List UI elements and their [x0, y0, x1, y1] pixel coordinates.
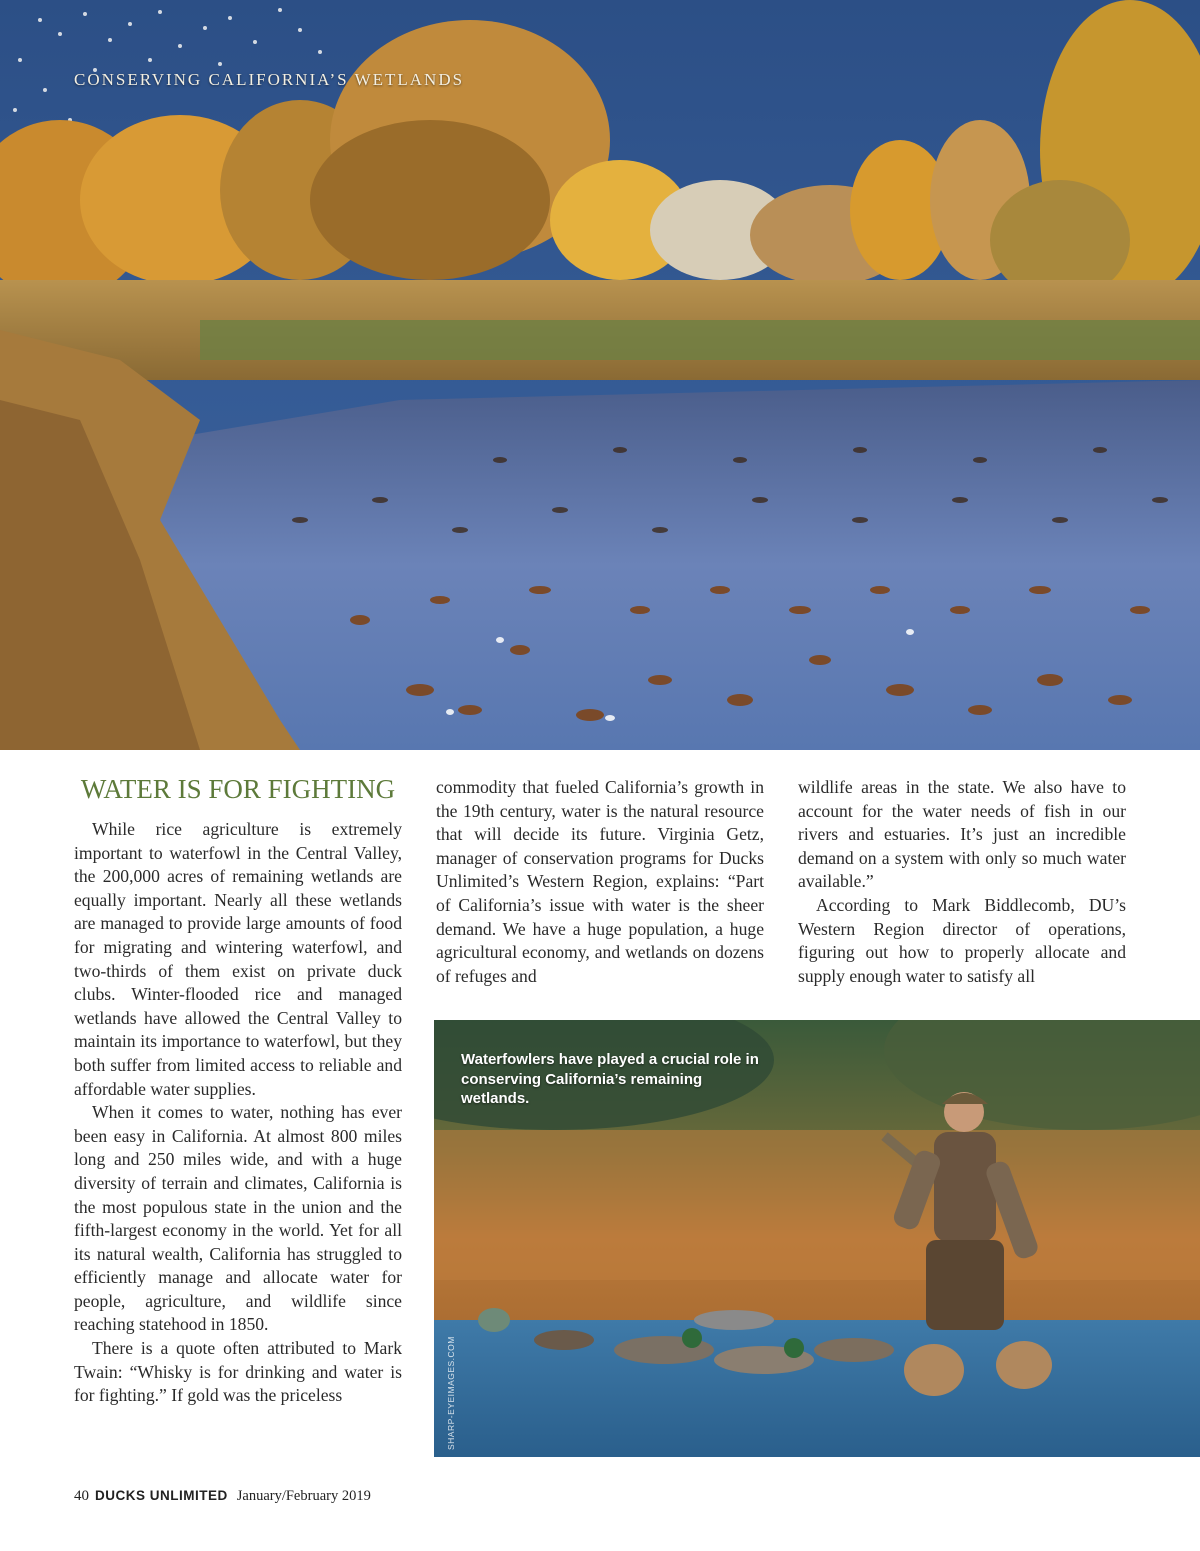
paragraph: According to Mark Biddlecomb, DU’s Western Region director of operations, figuring out how to properly allocate and supply enough water to satisfy all — [798, 894, 1126, 986]
paragraph: There is a quote often attributed to Mark Twain: “Whisky is for drinking and water is for fighting.” If gold was the priceless — [74, 1338, 402, 1406]
section-label: CONSERVING CALIFORNIA’S WETLANDS — [74, 70, 465, 89]
paragraph: While rice agriculture is extremely important to waterfowl in the Central Valley, the 200,000 acres of remaining wetlands are equally important. Nearly all these wetlands are managed to provide large amounts of food for migrating and wintering waterfowl, and two-thirds of them exist on private duck clubs. Winter-flooded rice and managed wetlands have allowed the Central Valley to maintain its importance to waterfowl, but they both suffer from limited access to reliable and affordable water supplies. — [74, 819, 402, 1099]
page-footer — [74, 1488, 371, 1505]
paragraph: wildlife areas in the state. We also have to account for the water needs of fish in our rivers and estuaries. It’s just an incredible demand on a system with only so much water available.” — [798, 777, 1126, 892]
hunter-photo — [434, 1020, 1200, 1457]
wetland-photo-illustration — [0, 0, 1200, 750]
page-number: 40 — [74, 1488, 89, 1504]
paragraph: commodity that fueled California’s growth in the 19th century, water is the natural resource that will decide its future. Virginia Getz, manager of conservation programs for Ducks Unlimited’s Western Region, explains: “Part of California’s issue with water is the sheer demand. We have a huge population, a huge agricultural economy, and wetlands on dozens of refuges and — [436, 777, 764, 986]
article-column-3 — [798, 776, 1126, 988]
photo-credit: SHARP-EYEIMAGES.COM — [446, 1336, 456, 1450]
article-column-2 — [436, 776, 764, 988]
photo-caption: Waterfowlers have played a crucial role in conserving California’s remaining wetlands. — [461, 1051, 759, 1107]
hero-photo — [0, 0, 1200, 750]
issue-date: January/February 2019 — [236, 1488, 371, 1504]
magazine-name: DUCKS UNLIMITED — [95, 1488, 228, 1503]
article-column-1 — [74, 772, 402, 1408]
paragraph: When it comes to water, nothing has ever been easy in California. At almost 800 miles long and 250 miles wide, and with a huge diversity of terrain and climates, California is the most populous state in the union and the fifth-largest economy in the world. Yet for all its natural wealth, California has struggled to efficiently manage and allocate water for people, agriculture, and wildlife since reaching statehood in 1850. — [74, 1102, 402, 1335]
article-headline: WATER IS FOR FIGHTING — [80, 774, 396, 804]
